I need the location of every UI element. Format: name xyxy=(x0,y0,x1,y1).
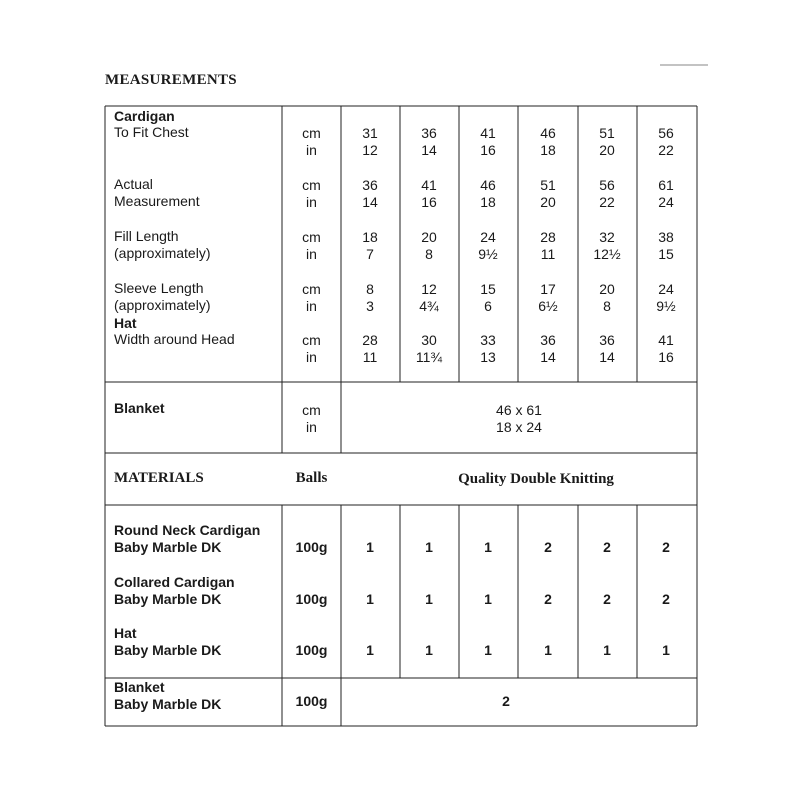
value-in: 14 xyxy=(362,194,378,210)
material-weight: 100g xyxy=(295,642,328,658)
unit-in: in xyxy=(306,194,317,210)
blanket-material-weight: 100g xyxy=(295,693,328,709)
material-name: Round Neck Cardigan xyxy=(114,522,261,538)
value-in: 7 xyxy=(366,246,374,262)
page-title: MEASUREMENTS xyxy=(105,72,237,88)
value-cm: 46 xyxy=(480,177,496,193)
value-in: 14 xyxy=(599,349,615,365)
unit-in: in xyxy=(306,142,317,158)
material-name: Collared Cardigan xyxy=(114,574,235,590)
value-cm: 8 xyxy=(366,281,374,297)
ball-count: 1 xyxy=(603,642,611,658)
value-cm: 56 xyxy=(658,125,674,141)
unit-cm: cm xyxy=(302,229,321,245)
material-yarn: Baby Marble DK xyxy=(114,539,222,555)
blanket-unit-in: in xyxy=(306,419,317,435)
material-yarn: Baby Marble DK xyxy=(114,642,222,658)
value-cm: 41 xyxy=(658,332,674,348)
row-label-bold: Cardigan xyxy=(114,108,175,124)
ball-count: 1 xyxy=(425,642,433,658)
ball-count: 1 xyxy=(662,642,670,658)
value-cm: 36 xyxy=(421,125,437,141)
value-in: 12½ xyxy=(593,246,621,262)
value-in: 15 xyxy=(658,246,674,262)
yarn-header: Quality Double Knitting xyxy=(458,471,614,487)
value-cm: 51 xyxy=(540,177,556,193)
value-in: 16 xyxy=(480,142,496,158)
blanket-size-in: 18 x 24 xyxy=(496,419,542,435)
material-weight: 100g xyxy=(295,539,328,555)
value-cm: 61 xyxy=(658,177,674,193)
value-cm: 56 xyxy=(599,177,615,193)
value-in: 11 xyxy=(362,349,378,365)
value-in: 20 xyxy=(599,142,615,158)
value-in: 8 xyxy=(603,298,611,314)
material-weight: 100g xyxy=(295,591,328,607)
row-label: Width around Head xyxy=(114,331,235,347)
unit-cm: cm xyxy=(302,281,321,297)
value-in: 14 xyxy=(540,349,556,365)
ball-count: 2 xyxy=(544,539,552,555)
value-in: 8 xyxy=(425,246,433,262)
ball-count: 2 xyxy=(662,539,670,555)
value-cm: 30 xyxy=(421,332,437,348)
value-cm: 36 xyxy=(362,177,378,193)
ball-count: 1 xyxy=(484,591,492,607)
value-in: 16 xyxy=(421,194,437,210)
row-label: Fill Length (approximately) xyxy=(114,228,211,261)
ball-count: 1 xyxy=(366,539,374,555)
value-cm: 20 xyxy=(599,281,615,297)
value-in: 3 xyxy=(366,298,374,314)
ball-count: 2 xyxy=(603,539,611,555)
value-cm: 38 xyxy=(658,229,674,245)
unit-in: in xyxy=(306,246,317,262)
blanket-unit-cm: cm xyxy=(302,402,321,418)
value-cm: 24 xyxy=(480,229,496,245)
value-cm: 32 xyxy=(599,229,615,245)
ball-count: 2 xyxy=(544,591,552,607)
value-cm: 31 xyxy=(362,125,378,141)
value-cm: 41 xyxy=(421,177,437,193)
ball-count: 1 xyxy=(544,642,552,658)
row-label-bold: Hat xyxy=(114,315,137,331)
value-in: 24 xyxy=(658,194,674,210)
value-in: 11¾ xyxy=(415,349,443,365)
value-in: 13 xyxy=(480,349,496,365)
value-in: 18 xyxy=(540,142,556,158)
blanket-ball-count: 2 xyxy=(502,693,510,709)
value-in: 16 xyxy=(658,349,674,365)
value-cm: 51 xyxy=(599,125,615,141)
value-in: 22 xyxy=(599,194,615,210)
blanket-size-cm: 46 x 61 xyxy=(496,402,542,418)
ball-count: 1 xyxy=(425,591,433,607)
value-cm: 33 xyxy=(480,332,496,348)
blanket-material-yarn: Baby Marble DK xyxy=(114,696,222,712)
ball-count: 1 xyxy=(484,642,492,658)
value-cm: 17 xyxy=(540,281,556,297)
unit-cm: cm xyxy=(302,332,321,348)
value-cm: 28 xyxy=(362,332,378,348)
value-in: 18 xyxy=(480,194,496,210)
row-label: To Fit Chest xyxy=(114,124,189,140)
value-cm: 18 xyxy=(362,229,378,245)
row-label: Sleeve Length (approximately) xyxy=(114,280,211,313)
ball-count: 2 xyxy=(603,591,611,607)
material-name: Hat xyxy=(114,625,137,641)
ball-count: 2 xyxy=(662,591,670,607)
value-in: 6 xyxy=(484,298,492,314)
value-in: 9½ xyxy=(656,298,676,314)
row-label: Actual Measurement xyxy=(114,176,200,209)
ball-count: 1 xyxy=(425,539,433,555)
unit-cm: cm xyxy=(302,125,321,141)
blanket-material-name: Blanket xyxy=(114,679,165,695)
unit-cm: cm xyxy=(302,177,321,193)
value-in: 4¾ xyxy=(419,298,439,314)
value-cm: 20 xyxy=(421,229,437,245)
balls-header: Balls xyxy=(295,470,328,486)
value-in: 14 xyxy=(421,142,437,158)
material-yarn: Baby Marble DK xyxy=(114,591,222,607)
value-cm: 46 xyxy=(540,125,556,141)
value-cm: 36 xyxy=(599,332,615,348)
value-cm: 15 xyxy=(480,281,496,297)
ball-count: 1 xyxy=(366,642,374,658)
unit-in: in xyxy=(306,349,317,365)
blanket-label: Blanket xyxy=(114,400,165,416)
value-cm: 24 xyxy=(658,281,674,297)
value-cm: 36 xyxy=(540,332,556,348)
value-in: 20 xyxy=(540,194,556,210)
value-cm: 28 xyxy=(540,229,556,245)
value-in: 22 xyxy=(658,142,674,158)
value-cm: 12 xyxy=(421,281,437,297)
ball-count: 1 xyxy=(484,539,492,555)
ball-count: 1 xyxy=(366,591,374,607)
unit-in: in xyxy=(306,298,317,314)
materials-header: MATERIALS xyxy=(114,470,204,486)
value-in: 11 xyxy=(540,246,556,262)
value-cm: 41 xyxy=(480,125,496,141)
value-in: 9½ xyxy=(478,246,498,262)
value-in: 12 xyxy=(362,142,378,158)
value-in: 6½ xyxy=(538,298,558,314)
